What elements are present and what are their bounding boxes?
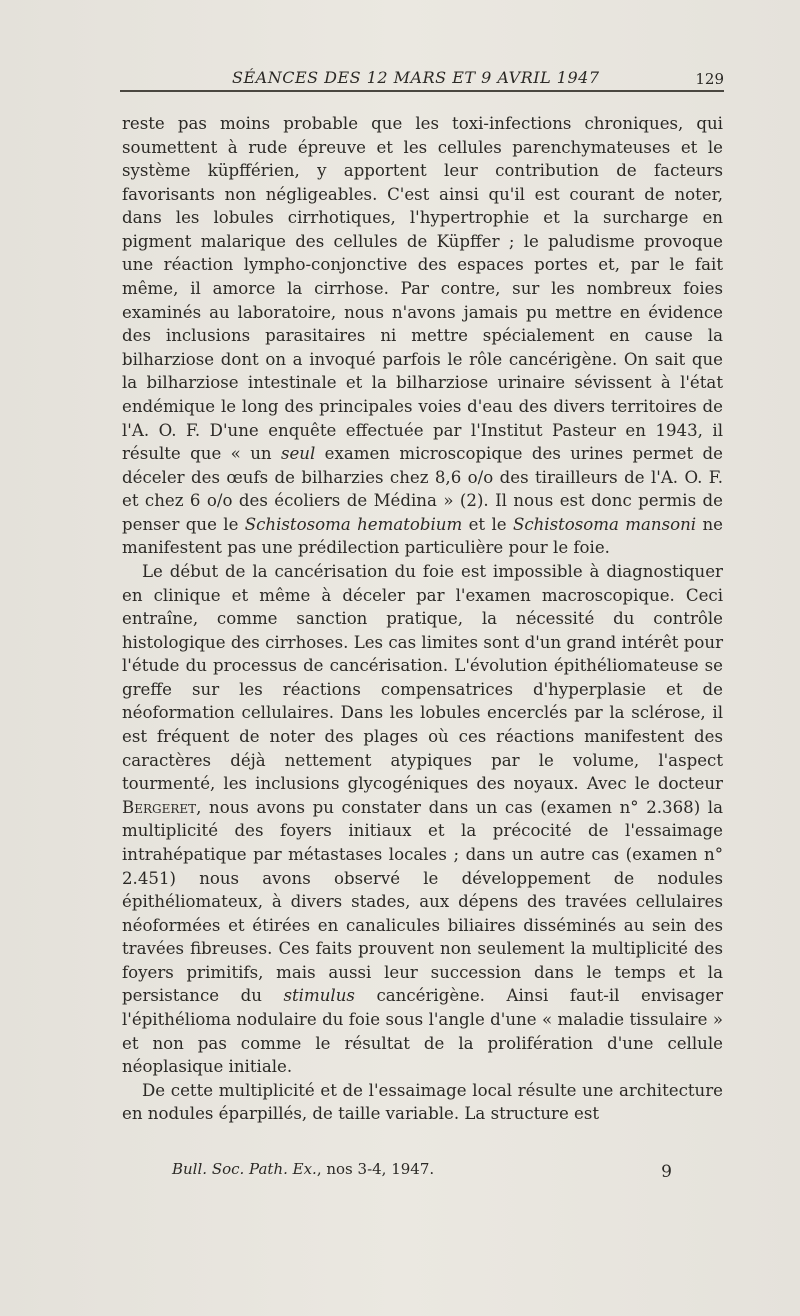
citation-journal: Bull. Soc. Path. Ex. [172, 1160, 317, 1178]
text-run: et le [462, 514, 513, 534]
text-run: examen microscopique des urines permet de déceler des œufs de bilharzies chez 8,6 o/o des tirailleurs de l'A. O. F. et chez 6 o/o des écoliers de Médina » (2). Il nous est donc permis de penser que le [122, 444, 723, 534]
body-text [122, 112, 723, 1126]
text-run: ne manifestent pas une prédilection particulière pour le foie. [122, 514, 723, 558]
page-footer [172, 1160, 672, 1184]
paragraph [122, 560, 723, 1079]
page-number: 129 [695, 70, 724, 88]
text-run: , nous avons pu constater dans un cas (examen n° 2.368) la multiplicité des foyers initiaux et la précocité de l'essaimage intrahépatique par métastases locales ; dans un autre cas (examen n° 2.451) nous avons observé le développement de nodules épithéliomateux, à divers stades, aux dépens des travées cellulaires néoformées et étirées en canalicules biliaires disséminés au sein des travées fibreuses. Ces faits prouvent non seulement la multiplicité des foyers primitifs, mais aussi leur succession dans le temps et la persistance du [122, 797, 723, 1006]
author-name: Bergeret [122, 797, 197, 817]
running-title: SÉANCES DES 12 MARS ET 9 AVRIL 1947 [232, 68, 600, 87]
text-run: Le début de la cancérisation du foie est impossible à diagnostiquer en clinique et même à déceler par l'examen macroscopique. Ceci entraîne, comme sanction pratique, la nécessité du contrôle histologique des cirrhoses. Les cas limites sont d'un grand intérêt pour l'étude du processus de cancérisation. L'évolution épithéliomateuse se greffe sur les réactions compensatrices d'hyperplasie et de néoformation cellulaires. Dans les lobules encerclés par la sclérose, il est fréquent de noter des plages où ces réactions manifestent des caractères déjà nettement atypiques par le volume, l'aspect tourmenté, les inclusions glycogéniques des noyaux. Avec le docteur [122, 561, 723, 794]
text-run: cancérigène. Ainsi faut-il envisager l'épithélioma nodulaire du foie sous l'angle d'une « maladie tissulaire » et non pas comme le résultat de la prolifération d'une cellule néoplasique initiale. [122, 986, 723, 1077]
signature-mark: 9 [661, 1162, 672, 1182]
citation [172, 1160, 434, 1178]
italic-text: stimulus [283, 986, 355, 1006]
paragraph [122, 112, 723, 560]
italic-text: Schistosoma mansoni [512, 514, 697, 534]
page-header [120, 62, 724, 92]
italic-text: Schistosoma hematobium [244, 514, 463, 534]
text-run: De cette multiplicité et de l'essaimage local résulte une architecture en nodules éparpillés, de taille variable. La structure est [122, 1080, 723, 1124]
citation-details: , nos 3-4, 1947. [316, 1160, 435, 1178]
text-run: reste pas moins probable que les toxi-infections chroniques, qui soumettent à rude épreuve et les cellules parenchymateuses et le système küpfférien, y apportent leur contribution de facteurs favorisants non négligeables. C'est ainsi qu'il est courant de noter, dans les lobules cirrhotiques, l'hypertrophie et la surcharge en pigment malarique des cellules de Küpffer ; le paludisme provoque une réaction lympho-conjonctive des espaces portes et, par le fait même, il amorce la cirrhose. Par contre, sur les nombreux foies examinés au laboratoire, nous n'avons jamais pu mettre en évidence des inclusions parasitaires ni mettre spécialement en cause la bilharziose dont on a invoqué parfois le rôle cancérigène. On sait que la bilharziose intestinale et la bilharziose urinaire sévissent à l'état endémique le long des principales voies d'eau des divers territoires de l'A. O. F. D'une enquête effectuée par l'Institut Pasteur en 1943, il résulte que « un [122, 114, 723, 464]
paragraph [122, 1079, 723, 1126]
italic-text: seul [280, 444, 316, 464]
